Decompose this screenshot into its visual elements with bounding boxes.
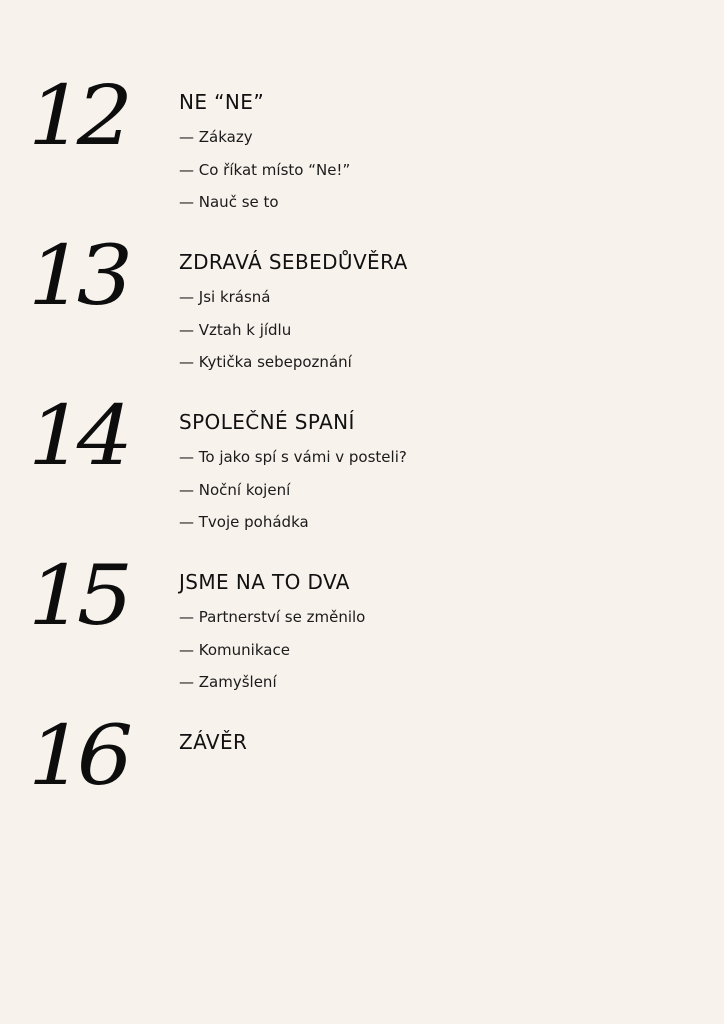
subitem-list — [179, 127, 350, 225]
subitem: — Vztah k jídlu — [179, 320, 292, 339]
chapter-number: 16 — [28, 709, 126, 804]
chapter-12 — [0, 69, 724, 240]
subitem-list — [179, 607, 365, 705]
subitem: — Komunikace — [179, 640, 290, 659]
subitem-list — [179, 447, 407, 545]
chapter-14 — [0, 389, 724, 560]
chapter-title: JSME NA TO DVA — [179, 570, 350, 594]
subitem: — Tvoje pohádka — [179, 513, 309, 531]
chapter-16 — [0, 709, 724, 880]
chapter-number: 12 — [28, 69, 126, 164]
subitem: — Noční kojení — [179, 480, 291, 499]
chapter-number: 15 — [28, 549, 126, 644]
subitem: — Nauč se to — [179, 193, 279, 211]
subitem: — To jako spí s vámi v posteli? — [179, 448, 407, 466]
chapter-15 — [0, 549, 724, 720]
subitem: — Partnerství se změnilo — [179, 608, 366, 626]
subitem-list — [179, 287, 352, 385]
subitem: — Zákazy — [179, 128, 253, 146]
chapter-title: ZDRAVÁ SEBEDŮVĚRA — [179, 250, 408, 274]
subitem: — Co říkat místo “Ne!” — [179, 160, 351, 179]
chapter-13 — [0, 229, 724, 400]
chapter-number: 13 — [28, 229, 126, 324]
chapter-title: SPOLEČNÉ SPANÍ — [179, 410, 355, 434]
subitem: — Jsi krásná — [179, 288, 271, 306]
chapter-number: 14 — [28, 389, 126, 484]
chapter-title: NE “NE” — [179, 90, 265, 114]
subitem: — Kytička sebepoznání — [179, 353, 352, 371]
chapter-title: ZÁVĚR — [179, 730, 248, 754]
subitem: — Zamyšlení — [179, 673, 277, 691]
